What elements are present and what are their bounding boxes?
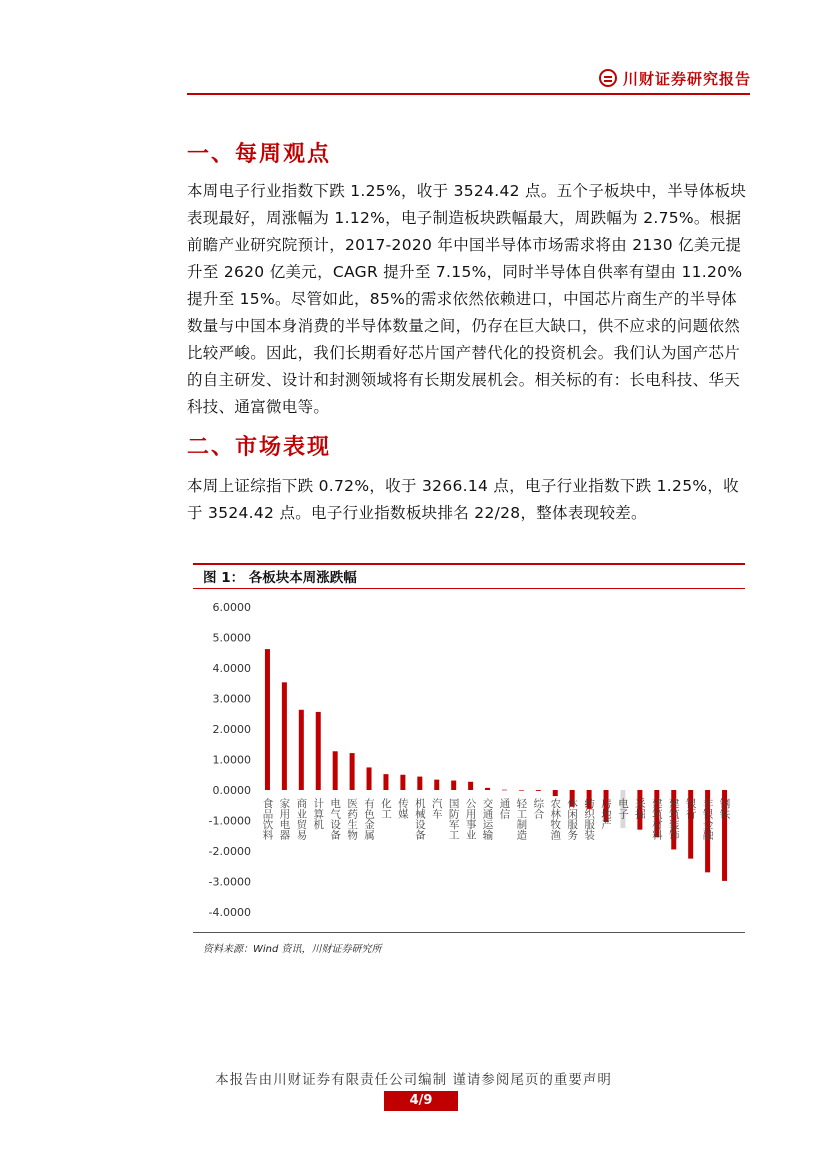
chuancai-logo-icon [599, 69, 617, 87]
x-tick-label: 休闲服务 [566, 798, 579, 840]
y-tick-label: 6.0000 [212, 601, 251, 614]
footer-disclaimer: 本报告由川财证券有限责任公司编制 谨请参阅尾页的重要声明 [215, 1072, 612, 1088]
bars [265, 649, 727, 881]
x-tick-label: 化工 [379, 798, 392, 819]
bar-轻工制造 [519, 790, 524, 791]
bar-家用电器 [282, 682, 287, 790]
weekly-view-paragraph: 本周电子行业指数下跌 1.25%，收于 3524.42 点。五个子板块中，半导体板块表现最好，周涨幅为 1.12%，电子制造板块跌幅最大，周跌幅为 2.75%。根据前瞻产业研究院预计，2017-2020 年中国半导体市场需求将由 2130 亿美元提升至 2620 亿美元，CAGR 提升至 7.15%，同时半导体自供率有望由 11.20%提升至 15%。尽管如此，85%的需求依然依赖进口，中国芯片商生产的半导体数量与中国本身消费的半导体数量之间，仍存在巨大缺口，供不应求的问题依然比较严峻。因此，我们长期看好芯片国产替代化的投资机会。我们认为国产芯片的自主研发、设计和封测领域将有长期发展机会。相关标的有：长电科技、华天科技、通富微电等。 [187, 182, 747, 416]
y-tick-label: 2.0000 [212, 723, 251, 736]
bar-国防军工 [451, 781, 456, 790]
figure-bottom-rule [193, 932, 745, 933]
x-tick-label: 计算机 [312, 798, 325, 830]
section-title-weekly-view: 一、每周观点 [187, 142, 332, 167]
x-tick-label: 非银金融 [701, 798, 714, 840]
market-performance-paragraph: 本周上证综指下跌 0.72%，收于 3266.14 点，电子行业指数下跌 1.25%，收于 3524.42 点。电子行业指数板块排名 22/28，整体表现较差。 [187, 477, 739, 522]
bar-通信 [502, 790, 507, 791]
x-axis-labels [261, 797, 730, 841]
x-tick-label: 食品饮料 [261, 798, 274, 840]
page-number: 4/9 [384, 1091, 458, 1111]
x-tick-label: 国防军工 [447, 798, 460, 840]
x-tick-label: 汽车 [430, 798, 443, 819]
x-tick-label: 传媒 [396, 798, 409, 819]
x-tick-label: 纺织服装 [583, 798, 596, 840]
y-tick-label: -1.0000 [208, 814, 251, 828]
header-rule [187, 93, 750, 95]
bar-有色金属 [367, 767, 372, 790]
x-tick-label: 电子 [616, 798, 629, 819]
x-tick-label: 建筑装饰 [667, 798, 680, 840]
bar-医药生物 [350, 753, 355, 790]
x-tick-label: 通信 [498, 798, 511, 819]
y-tick-label: -2.0000 [208, 845, 251, 858]
x-tick-label: 公用事业 [464, 798, 477, 840]
x-tick-label: 建筑材料 [650, 798, 663, 840]
brand-name: 川财证券研究报告 [622, 69, 751, 88]
x-tick-label: 商业贸易 [295, 798, 308, 840]
bar-食品饮料 [265, 649, 270, 790]
bar-交通运输 [485, 788, 490, 790]
y-tick-label: 5.0000 [212, 631, 251, 645]
x-tick-label: 农林牧渔 [549, 798, 562, 840]
x-tick-label: 家用电器 [278, 798, 291, 840]
y-tick-label: 3.0000 [212, 692, 251, 706]
x-tick-label: 房地产 [600, 798, 613, 830]
bar-公用事业 [468, 782, 473, 790]
x-tick-label: 钢铁 [718, 798, 731, 819]
x-tick-label: 轻工制造 [515, 798, 528, 840]
section-title-market-performance: 二、市场表现 [187, 435, 332, 460]
bar-农林牧渔 [553, 790, 558, 796]
bar-电气设备 [333, 751, 338, 790]
y-tick-label: -3.0000 [208, 875, 251, 889]
y-tick-label: 0.0000 [212, 784, 251, 797]
y-tick-label: -4.0000 [208, 906, 251, 919]
header-brand [599, 66, 751, 90]
x-tick-label: 交通运输 [481, 798, 494, 840]
sector-performance-chart [193, 592, 745, 928]
x-tick-label: 银行 [684, 798, 697, 819]
figure-source: 资料来源：Wind 资讯，川财证券研究所 [203, 944, 382, 955]
bar-综合 [536, 790, 541, 791]
bar-化工 [383, 774, 388, 790]
bar-计算机 [316, 712, 321, 790]
x-tick-label: 电气设备 [329, 798, 342, 840]
y-tick-label: 4.0000 [212, 662, 251, 675]
bar-传媒 [400, 775, 405, 790]
bar-汽车 [434, 780, 439, 790]
x-tick-label: 机械设备 [413, 798, 426, 840]
figure-caption: 图 1： 各板块本周涨跌幅 [203, 570, 357, 586]
figure-caption-rule [193, 588, 745, 589]
x-tick-label: 综合 [532, 798, 545, 819]
figure-top-rule [193, 563, 745, 565]
bar-机械设备 [417, 777, 422, 790]
y-tick-label: 1.0000 [212, 753, 251, 767]
x-tick-label: 有色金属 [363, 798, 376, 840]
x-tick-label: 医药生物 [346, 798, 359, 840]
x-tick-label: 采掘 [633, 798, 646, 819]
bar-商业贸易 [299, 710, 304, 790]
y-axis [209, 601, 251, 919]
